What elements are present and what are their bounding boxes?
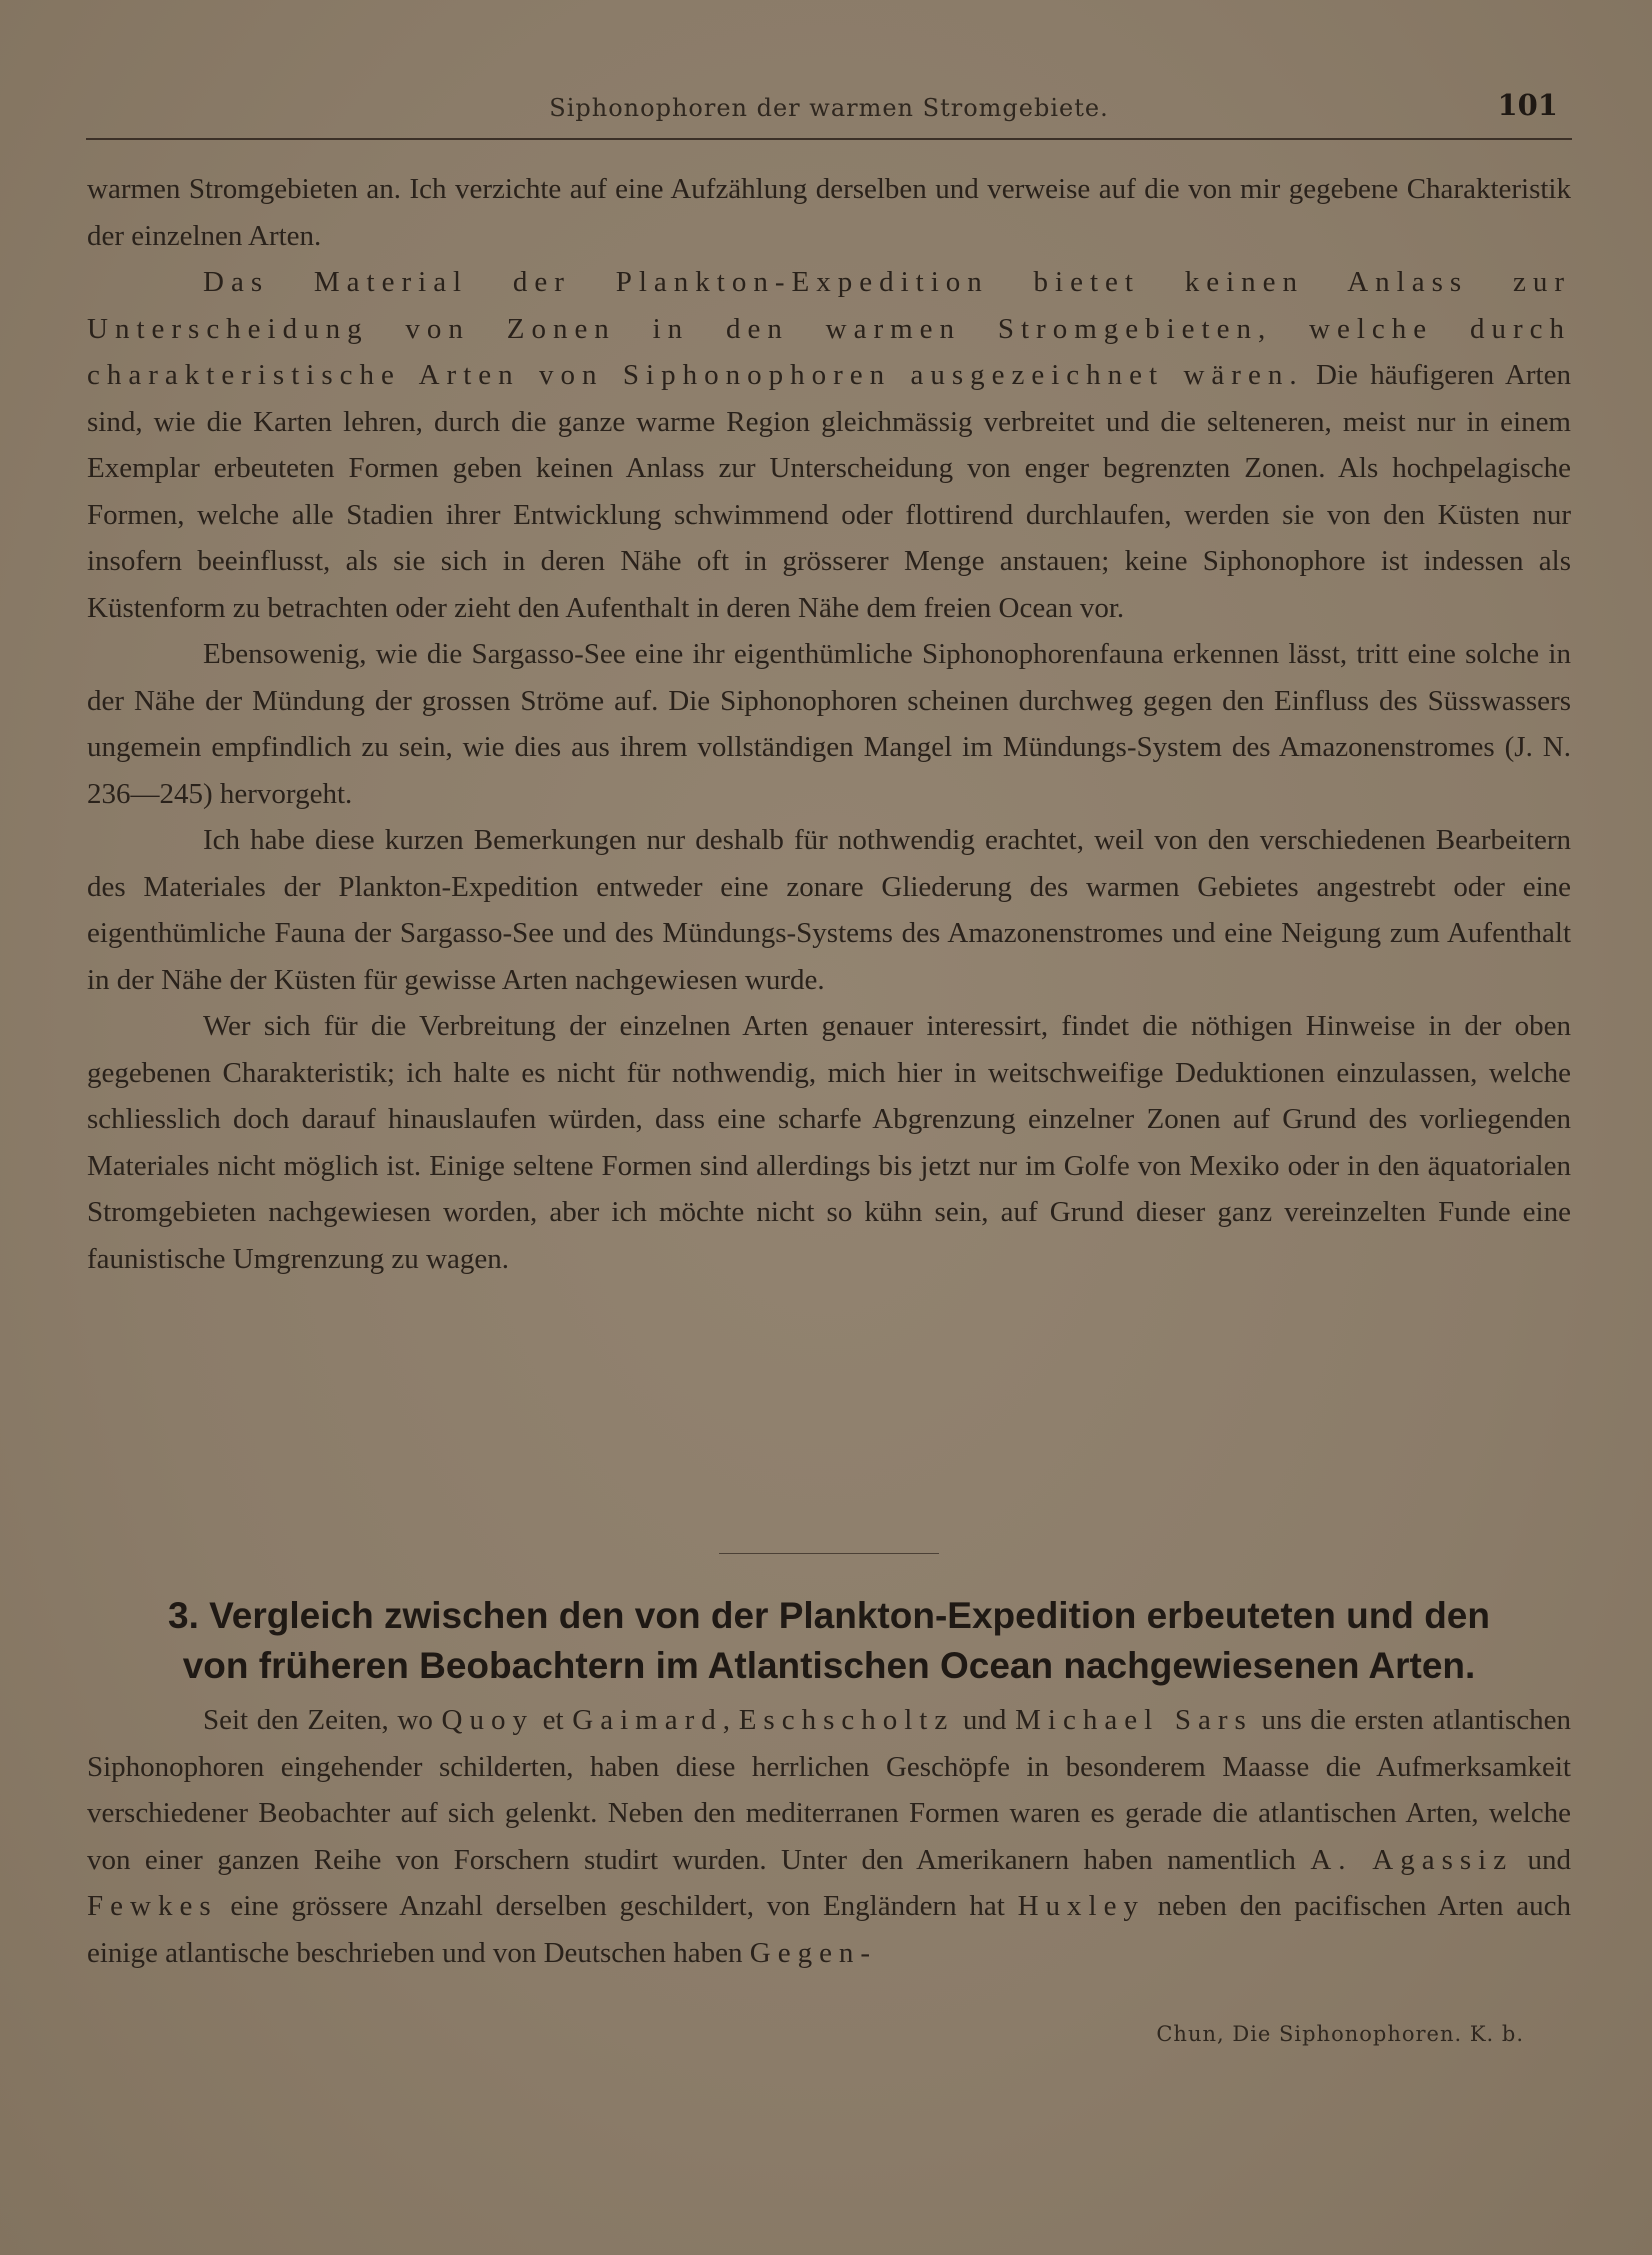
text-run: neben den pacifischen Arten auch einige atlantische beschrieben und von Deutschen haben	[87, 1890, 1571, 1969]
body-text	[87, 166, 1571, 1282]
author-name: Gegen-	[749, 1936, 878, 1969]
text-run: und	[954, 1704, 1016, 1736]
author-name: A. Agassiz	[1310, 1843, 1514, 1876]
paragraph-4: Ich habe diese kurzen Bemerkungen nur deshalb für nothwendig erachtet, weil von den verschiedenen Bearbeitern des Materiales der Plankton-Expedition entweder eine zonare Gliederung des warmen Gebietes angestrebt oder eine eigenthümliche Fauna der Sargasso-See und des Mündungs-Systems des Amazonenstromes und eine Neigung zum Aufenthalt in der Nähe der Küsten für gewisse Arten nachgewiesen wurde.	[87, 824, 1571, 996]
author-name: Gaimard	[572, 1704, 723, 1736]
section-paragraph-1	[87, 1697, 1571, 1976]
section-text	[87, 1697, 1571, 1976]
paragraph-2-text: Die häufigeren Arten sind, wie die Karten lehren, durch die ganze warme Region gleichmässig verbreitet und die selteneren, meist nur in einem Exemplar erbeuteten Formen geben keinen Anlass zur Unterscheidung von enger begrenzten Zonen. Als hochpelagische Formen, welche alle Stadien ihrer Entwicklung schwimmend oder flottirend durchlaufen, werden sie von den Küsten nur insofern beeinflusst, als sie sich in deren Nähe oft in grösserer Menge anstauen; keine Siphonophore ist indessen als Küstenform zu betrachten oder zieht den Aufenthalt in deren Nähe dem freien Ocean vor.	[87, 359, 1571, 624]
paragraph-2-spaced-text: Das Material der Plankton-Expedition bietet keinen Anlass zur Unterscheidung von Zonen in den warmen Stromgebieten, welche durch charakteristische Arten von Siphonophoren ausgezeichnet wären.	[87, 266, 1571, 391]
text-run: eine grössere Anzahl derselben geschildert, von Engländern hat	[217, 1890, 1018, 1922]
running-header	[86, 88, 1572, 140]
section-heading-line-1: 3. Vergleich zwischen den von der Plankton-Expedition erbeuteten und den	[168, 1595, 1490, 1636]
text-run: und	[1513, 1843, 1571, 1876]
running-title: Siphonophoren der warmen Stromgebiete.	[549, 94, 1109, 122]
signature-line: Chun, Die Siphonophoren. K. b.	[1156, 2022, 1524, 2046]
section-heading-line-2: von früheren Beobachtern im Atlantischen Ocean nachgewiesenen Arten.	[182, 1645, 1476, 1686]
section-heading	[87, 1591, 1571, 1691]
author-name: Eschscholtz	[738, 1704, 955, 1736]
paragraph-5: Wer sich für die Verbreitung der einzelnen Arten genauer interessirt, findet die nöthigen Hinweise in der oben gegebenen Charakteristik; ich halte es nicht für nothwendig, mich hier in weitschweifige Deduktionen einzulassen, welche schliesslich doch darauf hinauslaufen würden, dass eine scharfe Abgrenzung einzelner Zonen auf Grund des vorliegenden Materiales nicht möglich ist. Einige seltene Formen sind allerdings bis jetzt nur im Golfe von Mexiko oder in den äquatorialen Stromgebieten nachgewiesen worden, aber ich möchte nicht so kühn sein, auf Grund dieser ganz vereinzelten Funde eine faunistische Umgrenzung zu wagen.	[87, 1010, 1571, 1275]
text-run: Seit den Zeiten, wo	[203, 1704, 442, 1736]
page-number: 101	[1497, 88, 1558, 122]
section-divider	[719, 1553, 939, 1554]
text-run: ,	[722, 1704, 739, 1736]
paragraph-2	[87, 259, 1571, 631]
text-run: et	[533, 1704, 573, 1736]
paragraph-1: warmen Stromgebieten an. Ich verzichte auf eine Aufzählung derselben und verweise auf die von mir gegebene Charakteristik der einzelnen Arten.	[87, 173, 1571, 252]
author-name: Huxley	[1017, 1890, 1145, 1922]
author-name: Fewkes	[87, 1890, 218, 1922]
author-name: Quoy	[441, 1704, 534, 1736]
paragraph-3: Ebensowenig, wie die Sargasso-See eine ihr eigenthümliche Siphonophorenfauna erkennen lässt, tritt eine solche in der Nähe der Mündung der grossen Ströme auf. Die Siphonophoren scheinen durchweg gegen den Einfluss des Süsswassers ungemein empfindlich zu sein, wie dies aus ihrem vollständigen Mangel im Mündungs-System des Amazonenstromes (J. N. 236—245) hervorgeht.	[87, 638, 1571, 810]
text-run: uns die ersten atlantischen Siphonophoren eingehender schilderten, haben diese herrlichen Geschöpfe in besonderem Maasse die Aufmerksamkeit verschiedener Beobachter auf sich gelenkt. Neben den mediterranen Formen waren es gerade die atlantischen Arten, welche von einer ganzen Reihe von Forschern studirt wurden. Unter den Amerikanern haben namentlich	[87, 1704, 1571, 1876]
author-name: Michael Sars	[1015, 1704, 1253, 1736]
